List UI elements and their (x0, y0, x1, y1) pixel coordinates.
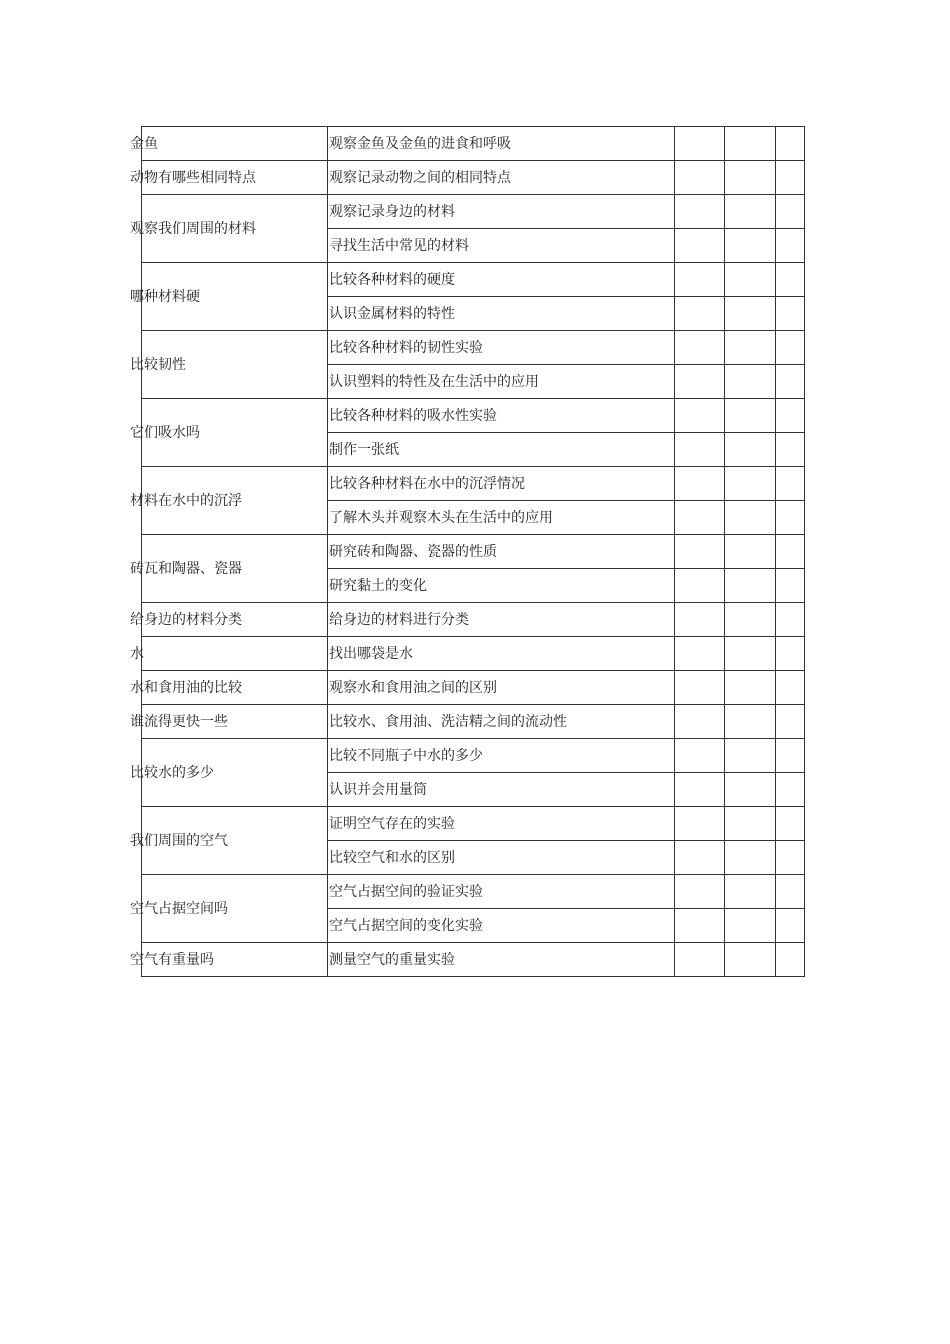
topic-label: 砖瓦和陶器、瓷器 (130, 560, 242, 577)
empty-check-cell (725, 841, 776, 875)
activity-cell (328, 569, 675, 603)
topic-cell (130, 161, 328, 195)
empty-check-cell (675, 127, 725, 161)
curriculum-table (130, 126, 805, 977)
empty-check-cell (776, 195, 805, 229)
empty-check-cell (776, 569, 805, 603)
topic-cell (130, 127, 328, 161)
empty-check-cell (776, 909, 805, 943)
activity-cell (328, 365, 675, 399)
topic-cell (130, 807, 328, 875)
table-row (142, 467, 805, 501)
empty-check-cell (725, 467, 776, 501)
topic-label: 比较韧性 (130, 356, 186, 373)
activity-cell (328, 705, 675, 739)
topic-cell (130, 399, 328, 467)
topic-cell (130, 637, 328, 671)
empty-check-cell (725, 671, 776, 705)
activity-label: 比较不同瓶子中水的多少 (329, 747, 483, 764)
table-row (142, 195, 805, 229)
table-row (142, 263, 805, 297)
topic-cell (130, 671, 328, 705)
activity-cell (328, 433, 675, 467)
table-row (142, 671, 805, 705)
empty-check-cell (776, 739, 805, 773)
empty-check-cell (776, 263, 805, 297)
empty-check-cell (675, 433, 725, 467)
activity-cell (328, 773, 675, 807)
activity-label: 观察金鱼及金鱼的进食和呼吸 (329, 135, 511, 152)
activity-label: 比较空气和水的区别 (329, 849, 455, 866)
activity-label: 给身边的材料进行分类 (329, 611, 469, 628)
activity-label: 观察水和食用油之间的区别 (329, 679, 497, 696)
empty-check-cell (725, 773, 776, 807)
empty-check-cell (725, 365, 776, 399)
table-row (142, 161, 805, 195)
activity-cell (328, 807, 675, 841)
topic-label: 材料在水中的沉浮 (130, 492, 242, 509)
activity-cell (328, 195, 675, 229)
activity-cell (328, 637, 675, 671)
table-row (142, 705, 805, 739)
empty-check-cell (675, 875, 725, 909)
activity-label: 研究砖和陶器、瓷器的性质 (329, 543, 497, 560)
activity-label: 观察记录动物之间的相同特点 (329, 169, 511, 186)
activity-label: 空气占据空间的变化实验 (329, 917, 483, 934)
activity-label: 寻找生活中常见的材料 (329, 237, 469, 254)
activity-cell (328, 127, 675, 161)
empty-check-cell (776, 365, 805, 399)
topic-cell (130, 705, 328, 739)
empty-check-cell (675, 161, 725, 195)
empty-check-cell (725, 807, 776, 841)
activity-cell (328, 841, 675, 875)
empty-check-cell (675, 535, 725, 569)
empty-check-cell (776, 467, 805, 501)
empty-check-cell (675, 467, 725, 501)
empty-check-cell (675, 365, 725, 399)
empty-check-cell (776, 433, 805, 467)
topic-cell (130, 535, 328, 603)
activity-label: 认识金属材料的特性 (329, 305, 455, 322)
empty-check-cell (725, 399, 776, 433)
activity-cell (328, 603, 675, 637)
empty-check-cell (675, 841, 725, 875)
activity-cell (328, 399, 675, 433)
topic-cell (130, 467, 328, 535)
table-row (142, 399, 805, 433)
topic-label: 金鱼 (130, 135, 158, 152)
empty-check-cell (675, 331, 725, 365)
empty-check-cell (725, 943, 776, 977)
empty-check-cell (675, 297, 725, 331)
table-row (142, 739, 805, 773)
topic-label: 哪种材料硬 (130, 288, 200, 305)
activity-label: 比较水、食用油、洗洁精之间的流动性 (329, 713, 567, 730)
topic-cell (130, 875, 328, 943)
empty-check-cell (675, 195, 725, 229)
activity-label: 证明空气存在的实验 (329, 815, 455, 832)
topic-label: 我们周围的空气 (130, 832, 228, 849)
activity-cell (328, 909, 675, 943)
topic-cell (130, 943, 328, 977)
topic-label: 观察我们周围的材料 (130, 220, 256, 237)
topic-label: 它们吸水吗 (130, 424, 200, 441)
empty-check-cell (725, 127, 776, 161)
empty-check-cell (675, 807, 725, 841)
empty-check-cell (776, 229, 805, 263)
topic-label: 水和食用油的比较 (130, 679, 242, 696)
activity-cell (328, 467, 675, 501)
curriculum-table-body (130, 127, 805, 977)
topic-label: 给身边的材料分类 (130, 611, 242, 628)
activity-cell (328, 161, 675, 195)
empty-check-cell (776, 637, 805, 671)
empty-check-cell (675, 909, 725, 943)
activity-cell (328, 501, 675, 535)
empty-check-cell (725, 569, 776, 603)
empty-check-cell (725, 637, 776, 671)
activity-label: 研究黏土的变化 (329, 577, 427, 594)
empty-check-cell (776, 875, 805, 909)
empty-check-cell (776, 501, 805, 535)
empty-check-cell (725, 297, 776, 331)
empty-check-cell (725, 501, 776, 535)
topic-cell (130, 195, 328, 263)
empty-check-cell (725, 195, 776, 229)
topic-label: 动物有哪些相同特点 (130, 169, 256, 186)
activity-label: 观察记录身边的材料 (329, 203, 455, 220)
activity-label: 比较各种材料的吸水性实验 (329, 407, 497, 424)
empty-check-cell (776, 671, 805, 705)
empty-check-cell (725, 433, 776, 467)
empty-check-cell (725, 229, 776, 263)
topic-label: 水 (130, 645, 144, 662)
activity-label: 找出哪袋是水 (329, 645, 413, 662)
empty-check-cell (675, 671, 725, 705)
table-row (142, 331, 805, 365)
empty-check-cell (776, 331, 805, 365)
activity-cell (328, 331, 675, 365)
empty-check-cell (725, 705, 776, 739)
empty-check-cell (776, 127, 805, 161)
empty-check-cell (675, 399, 725, 433)
empty-check-cell (725, 875, 776, 909)
activity-cell (328, 875, 675, 909)
empty-check-cell (675, 263, 725, 297)
topic-label: 空气占据空间吗 (130, 900, 228, 917)
empty-check-cell (675, 705, 725, 739)
empty-check-cell (776, 773, 805, 807)
topic-cell (130, 739, 328, 807)
activity-label: 认识塑料的特性及在生活中的应用 (329, 373, 539, 390)
empty-check-cell (725, 739, 776, 773)
topic-cell (130, 331, 328, 399)
empty-check-cell (776, 297, 805, 331)
activity-cell (328, 535, 675, 569)
empty-check-cell (675, 229, 725, 263)
table-row (142, 807, 805, 841)
empty-check-cell (675, 569, 725, 603)
table-row (142, 637, 805, 671)
empty-check-cell (725, 263, 776, 297)
table-row (142, 943, 805, 977)
empty-check-cell (675, 773, 725, 807)
topic-label: 比较水的多少 (130, 764, 214, 781)
activity-label: 了解木头并观察木头在生活中的应用 (329, 509, 553, 526)
activity-label: 比较各种材料在水中的沉浮情况 (329, 475, 525, 492)
empty-check-cell (725, 331, 776, 365)
topic-label: 空气有重量吗 (130, 951, 214, 968)
activity-cell (328, 229, 675, 263)
empty-check-cell (776, 943, 805, 977)
empty-check-cell (675, 943, 725, 977)
empty-check-cell (725, 161, 776, 195)
empty-check-cell (776, 705, 805, 739)
empty-check-cell (776, 399, 805, 433)
empty-check-cell (776, 807, 805, 841)
empty-check-cell (776, 603, 805, 637)
activity-cell (328, 263, 675, 297)
empty-check-cell (776, 535, 805, 569)
empty-check-cell (776, 841, 805, 875)
topic-label: 谁流得更快一些 (130, 713, 228, 730)
activity-label: 制作一张纸 (329, 441, 399, 458)
table-row (142, 535, 805, 569)
activity-label: 空气占据空间的验证实验 (329, 883, 483, 900)
activity-label: 比较各种材料的硬度 (329, 271, 455, 288)
empty-check-cell (725, 603, 776, 637)
empty-check-cell (675, 739, 725, 773)
topic-cell (130, 603, 328, 637)
empty-check-cell (675, 501, 725, 535)
topic-cell (130, 263, 328, 331)
activity-cell (328, 671, 675, 705)
table-row (142, 603, 805, 637)
table-row (142, 127, 805, 161)
empty-check-cell (776, 161, 805, 195)
activity-label: 比较各种材料的韧性实验 (329, 339, 483, 356)
empty-check-cell (725, 535, 776, 569)
activity-cell (328, 297, 675, 331)
empty-check-cell (675, 603, 725, 637)
table-row (142, 875, 805, 909)
activity-cell (328, 943, 675, 977)
activity-cell (328, 739, 675, 773)
empty-check-cell (675, 637, 725, 671)
empty-check-cell (725, 909, 776, 943)
activity-label: 测量空气的重量实验 (329, 951, 455, 968)
activity-label: 认识并会用量筒 (329, 781, 427, 798)
